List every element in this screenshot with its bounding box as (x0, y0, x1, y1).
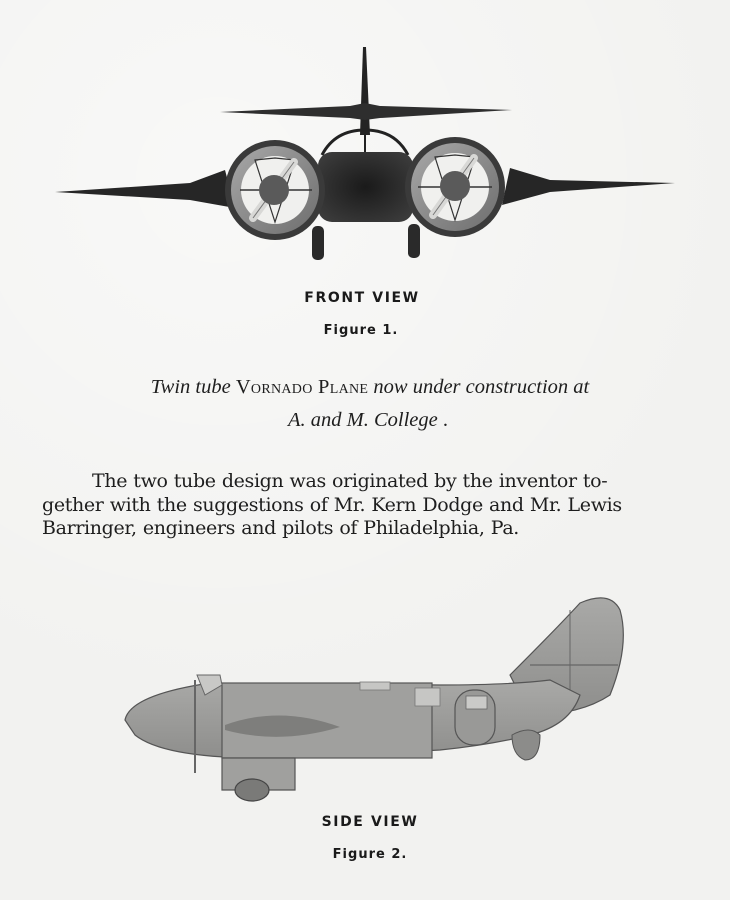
fuselage (318, 152, 413, 222)
headline-line-2 (3, 405, 730, 435)
side-view-caption: SIDE VIEW (321, 814, 419, 830)
left-wing (55, 170, 235, 208)
left-landing-gear (312, 226, 324, 260)
right-landing-gear (408, 224, 420, 258)
body-line: Barringer, engineers and pilots of Philadelphia, Pa. (42, 517, 519, 539)
main-wheel (235, 779, 269, 801)
front-view-caption: FRONT VIEW (304, 290, 420, 306)
right-tube-nacelle (405, 137, 505, 237)
left-tube-nacelle (225, 140, 325, 240)
body-paragraph (42, 470, 702, 541)
body-line: gether with the suggestions of Mr. Kern Dodge and Mr. Lewis (42, 493, 622, 516)
vertical-fin (360, 47, 370, 135)
right-wing (502, 168, 675, 205)
headline-institution: A. and M. College (288, 409, 438, 431)
front-view-airplane-icon (50, 40, 690, 270)
headline-italic-tail: now under construction at (373, 376, 590, 398)
figure-2-label: Figure 2. (332, 847, 408, 862)
headline-line-1 (5, 372, 730, 402)
body-line: The two tube design was originated by the inventor to- (92, 470, 608, 492)
side-view-airplane-icon (110, 585, 650, 805)
headline-italic-lead: Twin tube (150, 376, 231, 398)
headline-product-name: Vornado Plane (235, 376, 369, 398)
headline-trailing-period: . (437, 409, 448, 431)
horizontal-stabilizer (220, 103, 512, 120)
tail-wheel (512, 730, 540, 760)
figure-1-label: Figure 1. (323, 323, 399, 338)
